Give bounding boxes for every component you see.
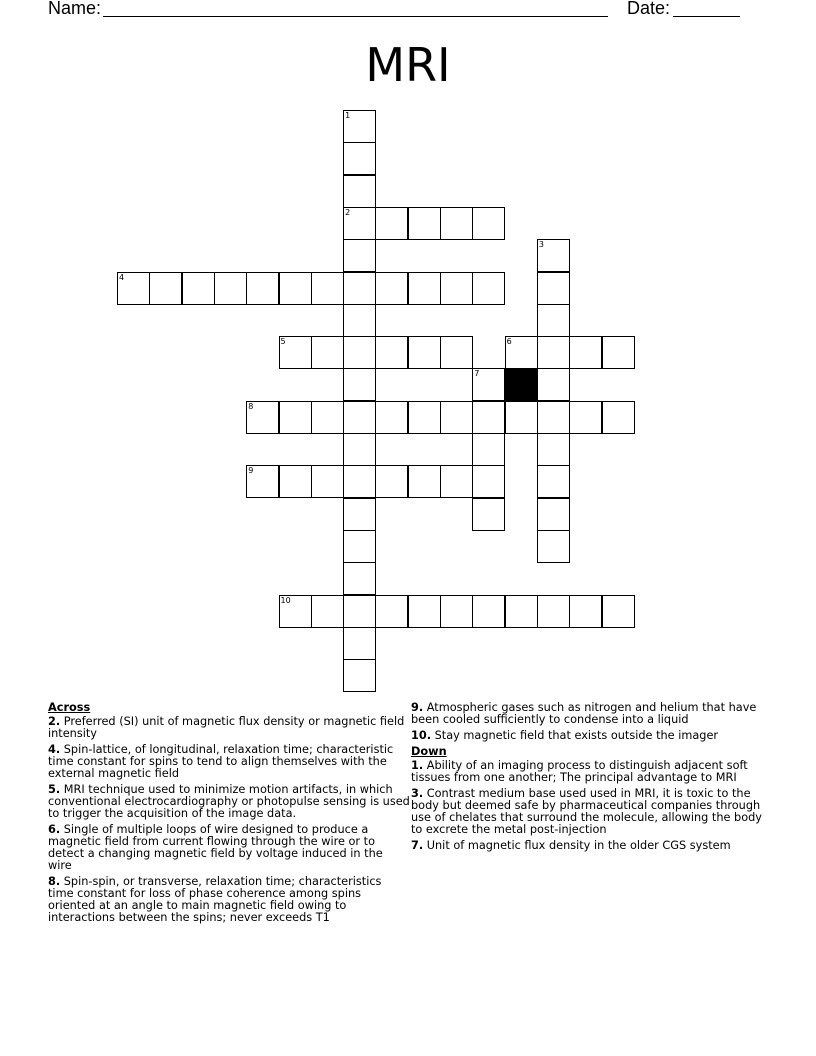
cell-number: 8 [248,401,254,411]
grid-cell[interactable] [311,595,344,628]
grid-cell[interactable] [279,465,312,498]
grid-cell[interactable] [505,401,538,434]
grid-cell[interactable] [472,433,505,466]
grid-cell[interactable] [343,272,376,305]
across-heading: Across [48,701,91,714]
page-title: MRI [365,38,451,92]
grid-cell[interactable] [343,562,376,595]
clue-text: Ability of an imaging process to distinguish adjacent soft tissues from one another; The principal advantage to MRI [411,759,748,784]
grid-cell[interactable] [343,239,376,272]
grid-cell[interactable] [343,465,376,498]
clue-number: 6. [48,823,61,836]
clue-text: Contrast medium base used used in MRI, it is toxic to the body but deemed safe by pharmaceutical companies through use of chelates that surround the molecule, allowing the body to excrete the metal post-injection [411,787,762,836]
grid-cell[interactable] [343,595,376,628]
grid-cell[interactable] [311,401,344,434]
grid-cell[interactable] [408,207,441,240]
clue-text: Spin-spin, or transverse, relaxation time; characteristics time constant for loss of phase coherence among spins oriented at an angle to main magnetic field owing to interactions between the spins; never exceeds T1 [48,875,382,924]
grid-cell[interactable] [343,627,376,660]
clue-number: 7. [411,839,424,852]
clue-across-10 [411,730,767,742]
grid-cell[interactable] [569,401,602,434]
grid-cell[interactable] [343,401,376,434]
grid-cell[interactable] [472,272,505,305]
grid-cell[interactable] [117,272,150,305]
clues-column-right [411,702,767,856]
clue-text: Atmospheric gases such as nitrogen and helium that have been cooled sufficiently to condense into a liquid [411,701,757,726]
grid-cell[interactable] [472,207,505,240]
date-label: Date: [627,0,671,18]
grid-cell[interactable] [279,401,312,434]
cell-number: 9 [248,466,254,476]
grid-cell[interactable] [440,465,473,498]
grid-cell[interactable] [279,595,312,628]
grid-cell[interactable] [408,401,441,434]
grid-cell[interactable] [246,401,279,434]
grid-cell[interactable] [343,207,376,240]
grid-cell[interactable] [440,401,473,434]
clue-across-4 [48,744,410,780]
grid-cell[interactable] [569,595,602,628]
clue-down-7 [411,840,767,852]
grid-cell[interactable] [375,207,408,240]
black-cell [505,368,538,401]
grid-cell[interactable] [472,368,505,401]
grid-cell[interactable] [279,272,312,305]
grid-cell[interactable] [343,336,376,369]
clue-across-9 [411,702,767,726]
grid-cell[interactable] [537,336,570,369]
cell-number: 7 [474,369,480,379]
name-label: Name: [48,0,102,18]
grid-cell[interactable] [408,595,441,628]
clue-across-5 [48,784,410,820]
cell-number: 4 [119,272,125,282]
grid-cell[interactable] [343,175,376,208]
grid-cell[interactable] [343,530,376,563]
grid-cell[interactable] [472,401,505,434]
clue-text: Single of multiple loops of wire designed to produce a magnetic field from current flowing through the wire or to detect a changing magnetic field by voltage induced in the wire [48,823,383,872]
cell-number: 3 [538,240,544,250]
grid-cell[interactable] [440,207,473,240]
grid-cell[interactable] [343,368,376,401]
grid-cell[interactable] [602,401,635,434]
down-heading: Down [411,745,447,758]
grid-cell[interactable] [375,465,408,498]
clues-column-left [48,702,410,928]
grid-cell[interactable] [440,595,473,628]
clue-number: 3. [411,787,424,800]
grid-cell[interactable] [537,239,570,272]
grid-cell[interactable] [408,465,441,498]
grid-cell[interactable] [375,272,408,305]
clue-across-2 [48,716,410,740]
cell-number: 2 [345,207,351,217]
grid-cell[interactable] [537,433,570,466]
grid-cell[interactable] [408,336,441,369]
grid-cell[interactable] [537,465,570,498]
clue-number: 1. [411,759,424,772]
clue-text: Stay magnetic field that exists outside the imager [434,729,719,742]
grid-cell[interactable] [537,530,570,563]
clue-text: Preferred (SI) unit of magnetic flux density or magnetic field intensity [48,715,405,740]
clue-text: Spin-lattice, of longitudinal, relaxation time; characteristic time constant for spins to tend to align themselves with the external magnetic field [48,743,394,780]
grid-cell[interactable] [537,368,570,401]
grid-cell[interactable] [311,336,344,369]
clue-number: 5. [48,783,61,796]
cell-number: 6 [506,337,512,347]
clue-number: 8. [48,875,61,888]
clue-number: 10. [411,729,432,742]
clue-across-6 [48,824,410,872]
grid-cell[interactable] [537,304,570,337]
grid-cell[interactable] [408,272,441,305]
grid-cell[interactable] [343,304,376,337]
grid-cell[interactable] [472,465,505,498]
grid-cell[interactable] [343,142,376,175]
clue-text: Unit of magnetic flux density in the older CGS system [426,839,731,852]
grid-cell[interactable] [569,336,602,369]
grid-cell[interactable] [440,336,473,369]
grid-cell[interactable] [537,595,570,628]
clue-number: 2. [48,715,61,728]
grid-cell[interactable] [505,595,538,628]
grid-cell[interactable] [343,110,376,143]
grid-cell[interactable] [375,595,408,628]
grid-cell[interactable] [505,336,538,369]
clue-number: 9. [411,701,424,714]
grid-cell[interactable] [182,272,215,305]
cell-number: 10 [280,595,291,605]
grid-cell[interactable] [472,498,505,531]
grid-cell[interactable] [279,336,312,369]
grid-cell[interactable] [311,272,344,305]
grid-cell[interactable] [343,433,376,466]
grid-cell[interactable] [343,498,376,531]
grid-cell[interactable] [311,465,344,498]
grid-cell[interactable] [246,272,279,305]
grid-cell[interactable] [343,659,376,692]
grid-cell[interactable] [246,465,279,498]
cell-number: 1 [345,111,351,120]
grid-cell[interactable] [602,336,635,369]
grid-cell[interactable] [440,272,473,305]
grid-cell[interactable] [472,595,505,628]
grid-cell[interactable] [375,336,408,369]
grid-cell[interactable] [602,595,635,628]
grid-cell[interactable] [375,401,408,434]
grid-cell[interactable] [537,272,570,305]
grid-cell[interactable] [214,272,247,305]
clue-down-1 [411,760,767,784]
clue-number: 4. [48,743,61,756]
clue-text: MRI technique used to minimize motion artifacts, in which conventional electrocardiography or photopulse sensing is used to trigger the acquisition of the image data. [48,783,410,820]
grid-cell[interactable] [149,272,182,305]
cell-number: 5 [280,337,286,347]
grid-cell[interactable] [537,498,570,531]
clue-down-3 [411,788,767,836]
grid-cell[interactable] [537,401,570,434]
clue-across-8 [48,876,410,924]
